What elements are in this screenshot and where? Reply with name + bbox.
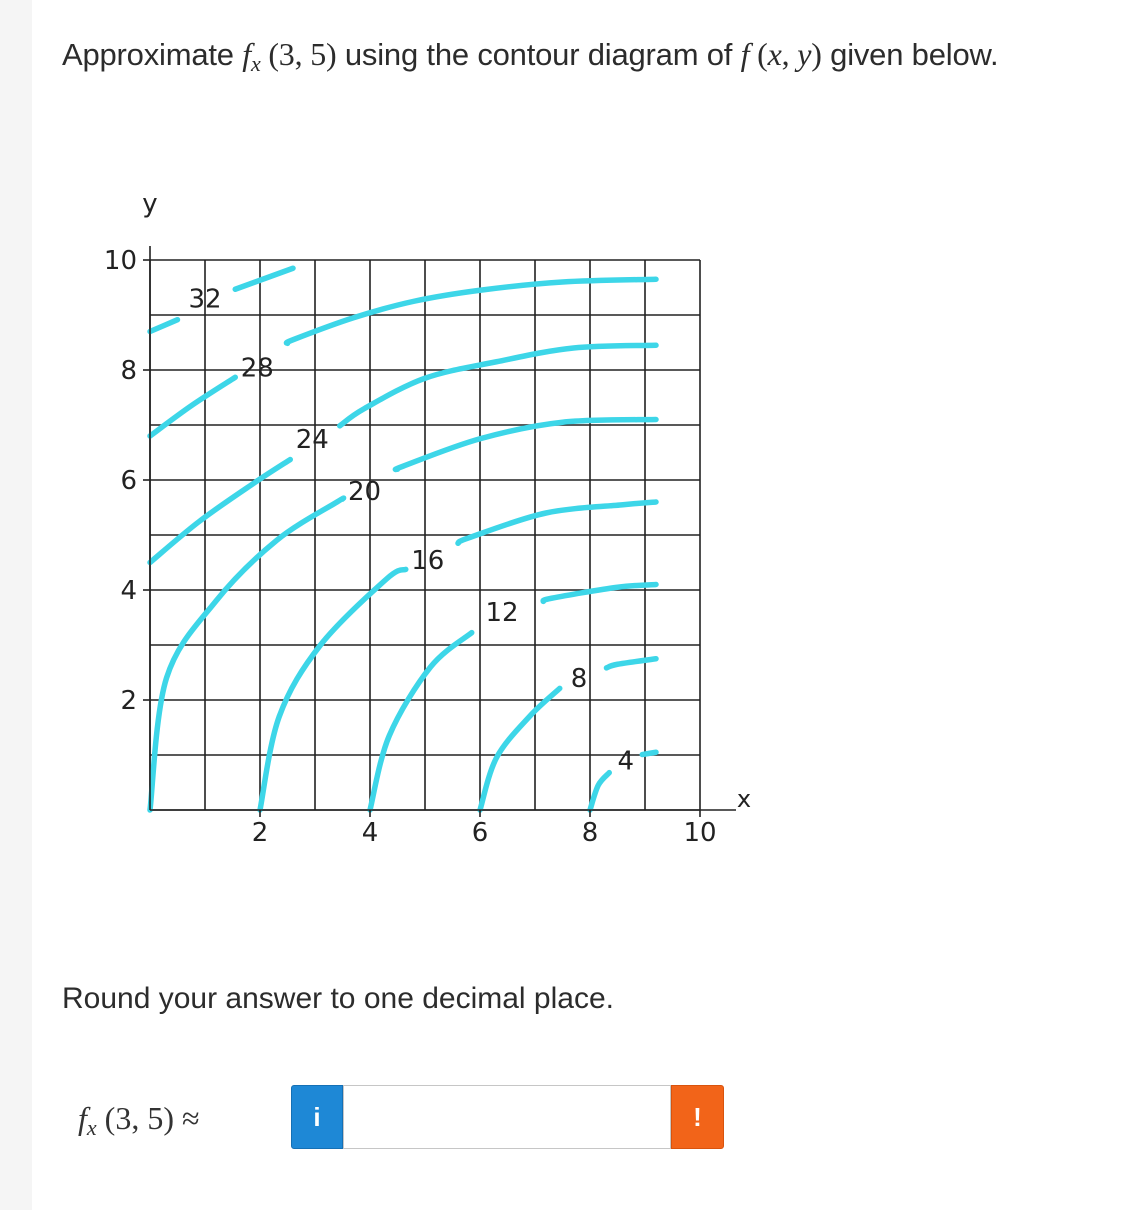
args-close: ) <box>811 36 822 72</box>
question-point: (3, 5) <box>268 36 337 72</box>
contour-label-12: 12 <box>485 598 519 628</box>
info-icon: i <box>313 1101 321 1132</box>
answer-label-sub: x <box>86 1115 97 1140</box>
contour-line-4 <box>642 752 656 754</box>
contour-line-32 <box>150 320 178 332</box>
x-tick-label: 2 <box>251 818 269 848</box>
args-comma: , <box>781 36 790 72</box>
contour-svg <box>100 180 780 860</box>
y-tick-label: 10 <box>103 246 137 276</box>
arg-y: y <box>797 36 812 72</box>
contour-line-4 <box>590 773 609 810</box>
contour-label-16: 16 <box>411 545 445 576</box>
contour-line-16 <box>458 502 656 543</box>
y-tick-label: 8 <box>120 356 137 386</box>
contour-line-16 <box>260 569 406 810</box>
contour-diagram <box>100 180 780 860</box>
contour-line-32 <box>235 268 293 289</box>
contour-line-8 <box>480 688 560 810</box>
question-prefix: Approximate <box>62 37 234 72</box>
info-button[interactable] <box>291 1085 343 1149</box>
answer-label-func: f <box>78 1100 87 1136</box>
y-tick-label: 2 <box>120 686 137 716</box>
question-func: f <box>242 36 251 72</box>
arg-x: x <box>767 36 782 72</box>
warning-icon: ! <box>693 1101 702 1132</box>
y-axis-label: y <box>142 189 158 219</box>
round-instruction: Round your answer to one decimal place. <box>62 982 614 1015</box>
question-subscript: x <box>250 51 261 76</box>
answer-input[interactable] <box>343 1085 671 1149</box>
contour-line-12 <box>543 585 656 602</box>
x-tick-label: 8 <box>581 818 599 848</box>
left-rail <box>0 0 32 1210</box>
answer-label-point: (3, 5) <box>104 1100 174 1136</box>
x-tick-label: 4 <box>361 818 379 848</box>
question-suffix: given below. <box>830 37 999 72</box>
contour-line-12 <box>370 633 472 810</box>
x-tick-label: 10 <box>683 818 717 848</box>
contour-label-8: 8 <box>570 664 588 694</box>
question-func2: f <box>740 36 750 72</box>
contour-label-4: 4 <box>617 746 635 777</box>
contour-label-24: 24 <box>295 424 329 455</box>
warning-button[interactable] <box>671 1085 724 1149</box>
question-function <box>741 36 822 72</box>
contour-line-20 <box>395 420 656 470</box>
approx-symbol: ≈ <box>181 1100 200 1136</box>
contour-line-28 <box>286 279 656 343</box>
y-tick-label: 4 <box>120 576 137 606</box>
grid-layer <box>150 260 700 810</box>
answer-label <box>78 1100 200 1140</box>
contour-line-28 <box>150 377 235 436</box>
x-tick-label: 6 <box>471 818 489 848</box>
contour-layer <box>150 268 656 810</box>
contour-label-32: 32 <box>188 284 222 315</box>
question-derivative <box>242 36 337 76</box>
question-text <box>62 36 999 76</box>
contour-label-28: 28 <box>240 353 274 384</box>
x-axis-label: x <box>736 785 752 813</box>
question-middle: using the contour diagram of <box>344 37 733 72</box>
label-layer <box>188 285 634 777</box>
y-tick-label: 6 <box>120 466 137 496</box>
contour-line-24 <box>340 345 656 426</box>
contour-label-20: 20 <box>347 477 382 507</box>
contour-line-8 <box>607 659 657 668</box>
args-open: ( <box>757 36 768 72</box>
